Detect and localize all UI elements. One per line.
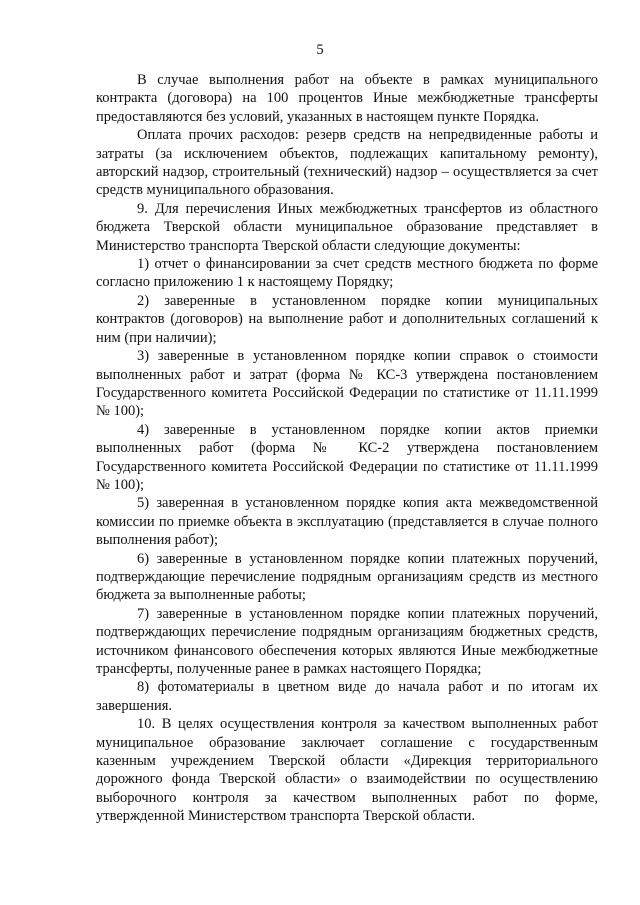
document-body	[96, 71, 598, 826]
page-number: 5	[316, 42, 324, 58]
paragraph-item-9: 9. Для перечисления Иных межбюджетных трансфертов из областного бюджета Тверской области муниципальное образование представляет в Министерство транспорта Тверской области следующие документы:	[96, 200, 598, 254]
list-item-4: 4) заверенные в установленном порядке копии актов приемки выполненных работ (форма № КС-2 утверждена постановлением Государственного комитета Российской Федерации по статистике от 11.11.1999 № 100);	[96, 421, 598, 493]
list-item-6: 6) заверенные в установленном порядке копии платежных поручений, подтверждающие перечисление подрядным организациям средств из местного бюджета за выполненные работы;	[96, 550, 598, 604]
list-item-8: 8) фотоматериалы в цветном виде до начала работ и по итогам их завершения.	[96, 679, 598, 714]
list-item-2: 2) заверенные в установленном порядке копии муниципальных контрактов (договоров) на выполнение работ и дополнительных соглашений к ним (при наличии);	[96, 292, 598, 346]
list-item-5: 5) заверенная в установленном порядке копия акта межведомственной комиссии по приемке объекта в эксплуатацию (представляется в случае полного выполнения работ);	[96, 495, 598, 549]
paragraph-payment-terms: В случае выполнения работ на объекте в рамках муниципального контракта (договора) на 100 процентов Иные межбюджетные трансферты предоставляются без условий, указанных в настоящем пункте Порядка.	[96, 72, 598, 125]
list-item-3: 3) заверенные в установленном порядке копии справок о стоимости выполненных работ и затрат (форма № КС-3 утверждена постановлением Государственного комитета Российской Федерации по статистике от 11.11.1999 № 100);	[96, 348, 598, 420]
list-item-1: 1) отчет о финансировании за счет средств местного бюджета по форме согласно приложению 1 к настоящему Порядку;	[96, 256, 598, 291]
paragraph-other-expenses: Оплата прочих расходов: резерв средств на непредвиденные работы и затраты (за исключением объектов, подлежащих капитальному ремонту), авторский надзор, строительный (технический) надзор – осуществляется за счет средств муниципального образования.	[96, 127, 598, 199]
list-item-7: 7) заверенные в установленном порядке копии платежных поручений, подтверждающих перечисление подрядным организациям бюджетных средств, источником финансового обеспечения которых являются Иные межбюджетные трансферты, полученные ранее в рамках настоящего Порядка;	[96, 605, 598, 677]
paragraph-item-10: 10. В целях осуществления контроля за качеством выполненных работ муниципальное образование заключает соглашение с государственным казенным учреждением Тверской области «Дирекция территориального дорожного фонда Тверской области» о взаимодействии по осуществлению выборочного контроля за качеством выполненных работ по форме, утвержденной Министерством транспорта Тверской области.	[96, 716, 598, 825]
